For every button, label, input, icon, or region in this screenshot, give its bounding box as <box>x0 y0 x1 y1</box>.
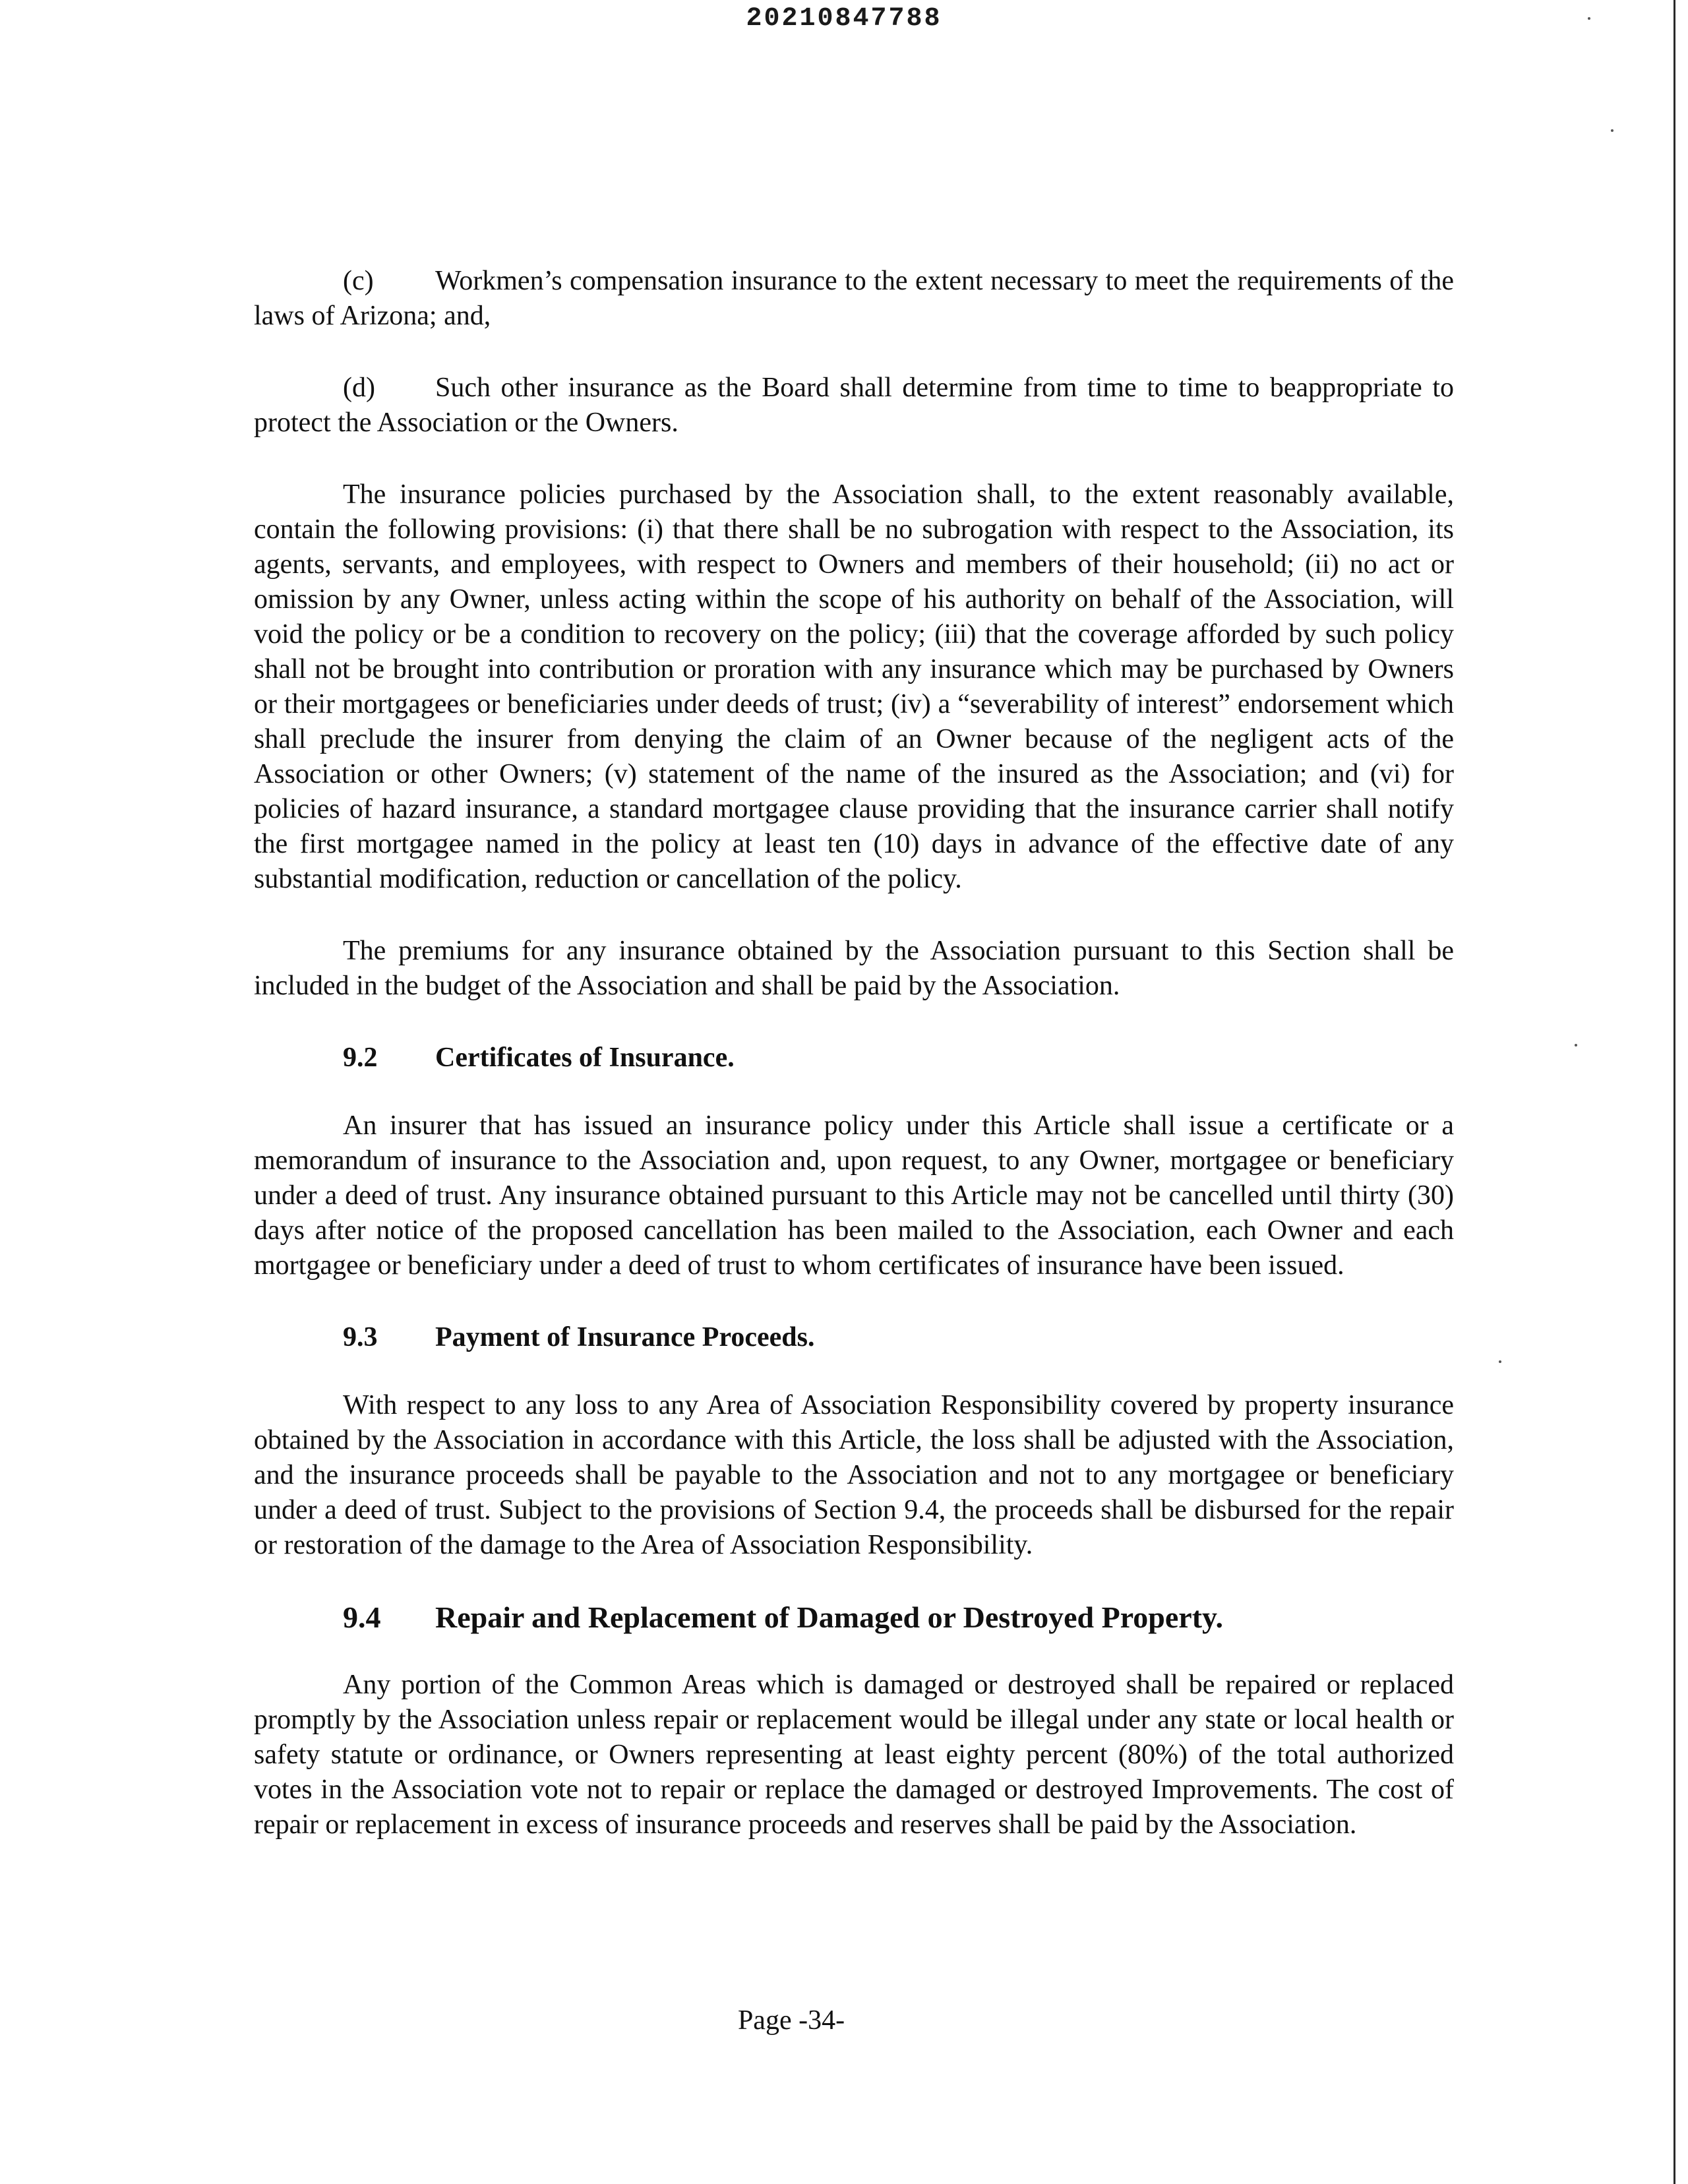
section-body-9-4: Any portion of the Common Areas which is damaged or destroyed shall be repaired or replaced promptly by the Association unless repair or replacement would be illegal under any state or local health or safety statute or ordinance, or Owners representing at least eighty percent (80%) of the total authorized votes in the Association vote not to repair or replace the damaged or destroyed Improvements. The cost of repair or replacement in excess of insurance proceeds and reserves shall be paid by the Association. <box>254 1670 1454 1840</box>
scan-speck <box>1611 129 1613 132</box>
section-title: Certificates of Insurance. <box>435 1043 735 1073</box>
section-title: Repair and Replacement of Damaged or Destroyed Property. <box>435 1600 1223 1634</box>
item-label: (c) <box>343 266 374 296</box>
section-body-9-3: With respect to any loss to any Area of Association Responsibility covered by property insurance obtained by the Association in accordance with this Article, the loss shall be adjusted with the Association, and the insurance proceeds shall be payable to the Association and not to any mortgagee or beneficiary under a deed of trust. Subject to the provisions of Section 9.4, the proceeds shall be disbursed for the repair or restoration of the damage to the Area of Association Responsibility. <box>254 1390 1454 1560</box>
paragraph-premiums: The premiums for any insurance obtained by the Association pursuant to this Section shall be included in the budget of the Association and shall be paid by the Association. <box>254 936 1454 1001</box>
page-number: Page -34- <box>737 2005 845 2036</box>
recording-number: 20210847788 <box>746 4 942 34</box>
section-heading-9-2 <box>254 1041 1454 1076</box>
paragraph-item-c <box>254 264 1454 334</box>
section-heading-9-3 <box>254 1320 1454 1355</box>
paragraph-item-d <box>254 371 1454 440</box>
scan-speck <box>1499 1360 1501 1363</box>
item-text: Such other insurance as the Board shall determine from time to time to beappropriate to protect the Association or the Owners. <box>254 373 1454 438</box>
section-title: Payment of Insurance Proceeds. <box>435 1322 815 1352</box>
scan-speck <box>1588 17 1590 20</box>
page-body <box>254 264 1454 1879</box>
scan-speck <box>1575 1044 1577 1046</box>
section-heading-9-4 <box>254 1600 1454 1635</box>
scan-edge-line <box>1673 0 1675 2184</box>
item-text: Workmen’s compensation insurance to the extent necessary to meet the requirements of the laws of Arizona; and, <box>254 266 1454 331</box>
section-body-9-2: An insurer that has issued an insurance policy under this Article shall issue a certificate or a memorandum of insurance to the Association and, upon request, to any Owner, mortgagee or beneficiary under a deed of trust. Any insurance obtained pursuant to this Article may not be cancelled until thirty (30) days after notice of the proposed cancellation has been mailed to the Association, each Owner and each mortgagee or beneficiary under a deed of trust to whom certificates of insurance have been issued. <box>254 1110 1454 1281</box>
section-number: 9.3 <box>343 1322 378 1352</box>
section-number: 9.2 <box>343 1043 378 1073</box>
item-label: (d) <box>343 373 375 403</box>
section-number: 9.4 <box>343 1600 381 1634</box>
paragraph-policy-provisions: The insurance policies purchased by the Association shall, to the extent reasonably available, contain the following provisions: (i) that there shall be no subrogation with respect to the Association, its agents, servants, and employees, with respect to Owners and members of their household; (ii) no act or omission by any Owner, unless acting within the scope of his authority on behalf of the Association, will void the policy or be a condition to recovery on the policy; (iii) that the coverage afforded by such policy shall not be brought into contribution or proration with any insurance which may be purchased by Owners or their mortgagees or beneficiaries under deeds of trust; (iv) a “severability of interest” endorsement which shall preclude the insurer from denying the claim of an Owner because of the negligent acts of the Association or other Owners; (v) statement of the name of the insured as the Association; and (vi) for policies of hazard insurance, a standard mortgagee clause providing that the insurance carrier shall notify the first mortgagee named in the policy at least ten (10) days in advance of the effective date of any substantial modification, reduction or cancellation of the policy. <box>254 479 1454 894</box>
